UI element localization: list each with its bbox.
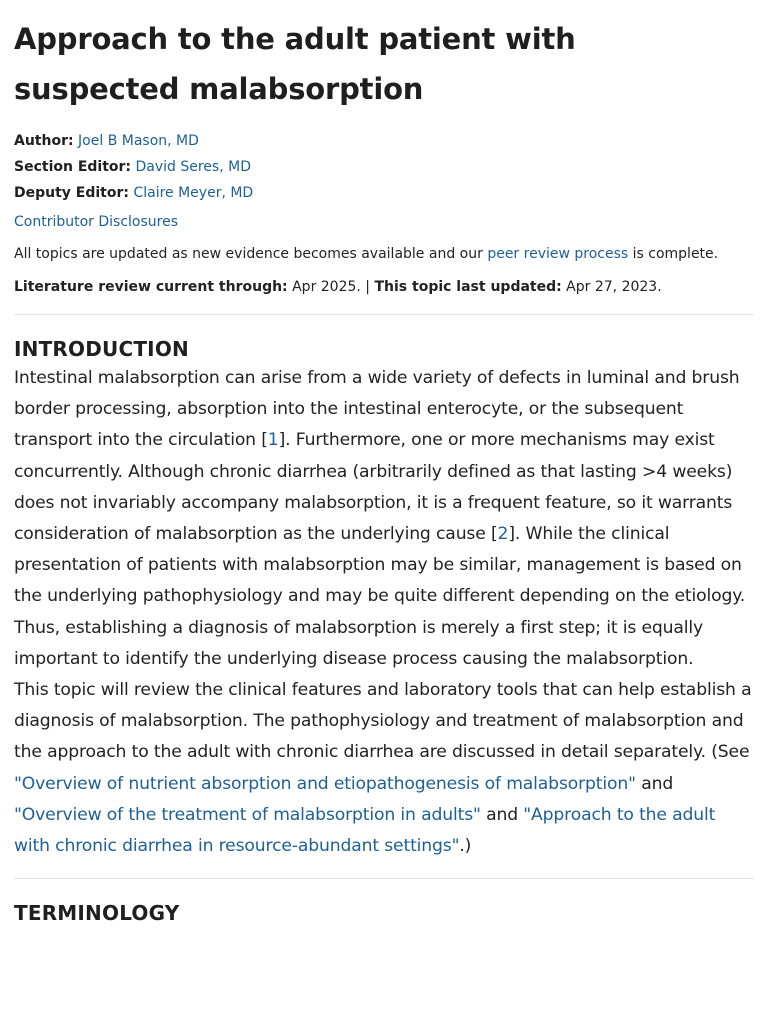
section-editor-link[interactable]: David Seres, MD	[135, 159, 251, 175]
last-updated-label: This topic last updated:	[374, 279, 562, 295]
reference-link-1[interactable]: 1	[267, 430, 279, 451]
author-list	[14, 128, 754, 206]
paragraph-text: This topic will review the clinical features and laboratory tools that can help establish a diagnosis of malabsorption. The pathophysiology and treatment of malabsorption and the approach to the adult with chronic diarrhea are discussed in detail separately. (See	[14, 680, 752, 763]
paragraph-text: ]. Furthermore, one or more mechanisms may exist concurrently. Although chronic diarrhea (arbitrarily defined as that lasting >4 weeks) does not invariably accompany malabsorption, it is a frequent feature, so it warrants consideration of malabsorption as the underlying cause [	[14, 430, 733, 545]
author-role: Author:	[14, 133, 74, 149]
chronic-diarrhea-topic-link[interactable]: "Approach to the adult with chronic diarrhea in resource-abundant settings"	[14, 804, 716, 857]
paragraph-text: Intestinal malabsorption can arise from a wide variety of defects in luminal and brush border processing, absorption into the intestinal enterocyte, or the subsequent transport into the circulation [	[14, 368, 740, 451]
update-notice-text: All topics are updated as new evidence becomes available and our	[14, 246, 488, 262]
page-title: Approach to the adult patient with suspected malabsorption	[14, 22, 576, 106]
peer-review-process-link[interactable]: peer review process	[487, 246, 629, 262]
section-divider	[14, 878, 754, 879]
malabsorption-treatment-topic-link[interactable]: "Overview of the treatment of malabsorption in adults"	[14, 804, 481, 825]
paragraph-text: ]. While the clinical presentation of patients with malabsorption may be similar, management is based on the underlying pathophysiology and may be quite different depending on the etiology. Thus, establishing a diagnosis of malabsorption is merely a first step; it is equally important to identify the underlying disease process causing the malabsorption.	[14, 524, 746, 669]
paragraph-text: and	[635, 773, 674, 794]
author-row	[14, 128, 754, 154]
literature-review-label: Literature review current through:	[14, 279, 288, 295]
last-updated-value: Apr 27, 2023.	[561, 279, 662, 295]
literature-review-value: Apr 2025. |	[287, 279, 375, 295]
introduction-heading: INTRODUCTION	[14, 337, 189, 361]
deputy-editor-role: Deputy Editor:	[14, 185, 129, 201]
section-editor-row	[14, 154, 754, 180]
review-status	[14, 276, 754, 298]
terminology-heading: TERMINOLOGY	[14, 901, 180, 926]
update-notice-end: is complete.	[628, 246, 719, 262]
reference-link-2[interactable]: 2	[497, 524, 509, 545]
introduction-paragraph-1	[14, 363, 754, 675]
author-link[interactable]: Joel B Mason, MD	[78, 133, 199, 149]
deputy-editor-row	[14, 180, 754, 206]
introduction-paragraph-2	[14, 675, 754, 862]
paragraph-text: .)	[459, 836, 472, 857]
update-notice	[14, 243, 754, 265]
nutrient-absorption-topic-link[interactable]: "Overview of nutrient absorption and etiopathogenesis of malabsorption"	[14, 773, 636, 794]
paragraph-text: and	[480, 804, 524, 825]
deputy-editor-link[interactable]: Claire Meyer, MD	[133, 185, 254, 201]
contributor-disclosures-link[interactable]: Contributor Disclosures	[14, 214, 179, 230]
disclosures-row	[14, 211, 754, 233]
section-divider	[14, 314, 754, 315]
section-editor-role: Section Editor:	[14, 159, 132, 175]
